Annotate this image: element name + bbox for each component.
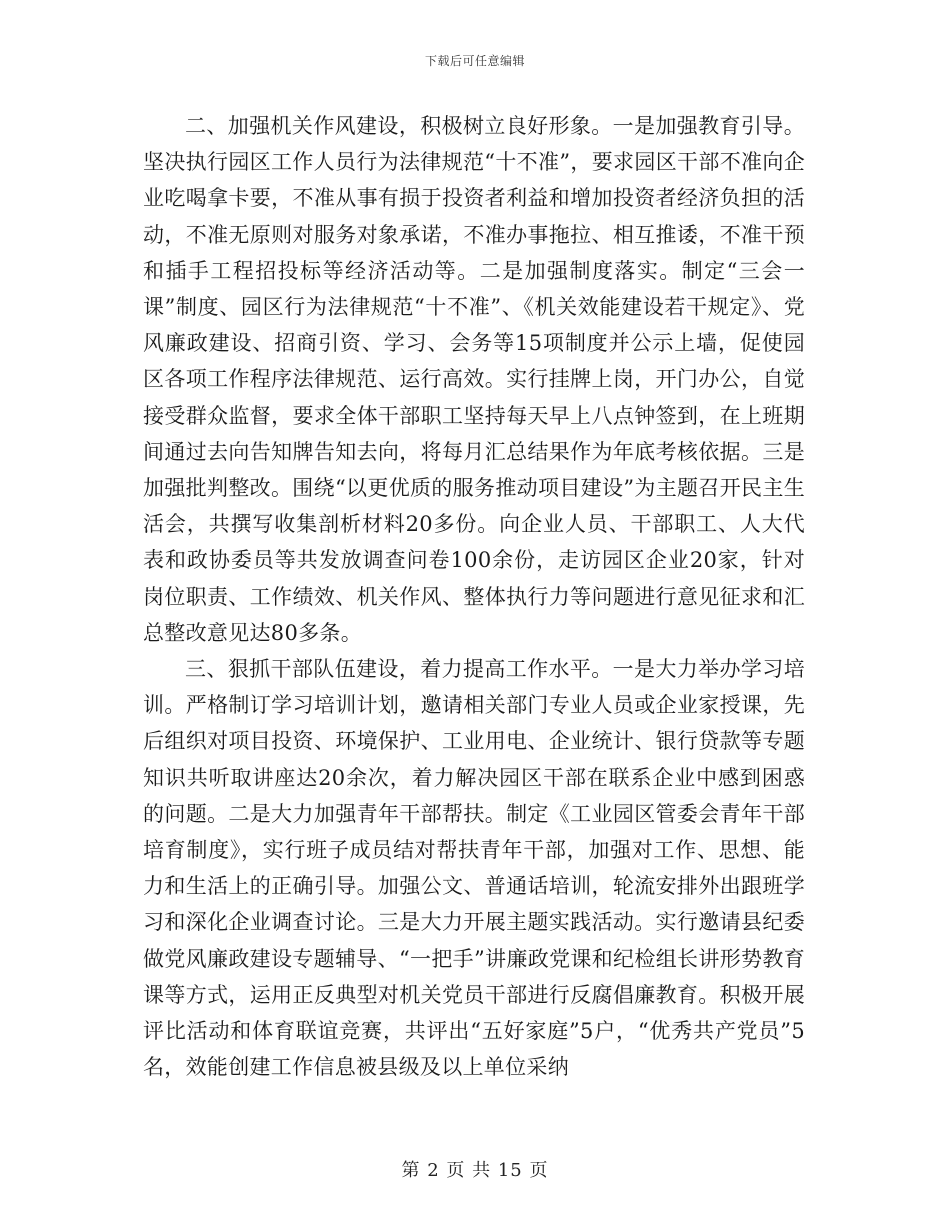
page-number: 第 2 页 共 15 页	[401, 1160, 549, 1181]
document-body	[143, 108, 805, 1085]
page-header: 下载后可任意编辑	[424, 54, 525, 68]
paragraph-organ-style: 二、加强机关作风建设，积极树立良好形象。一是加强教育引导。坚决执行园区工作人员行为法律规范“十不准”，要求园区干部不准向企业吃喝拿卡要，不准从事有损于投资者利益和增加投资者经济负担的活动，不准无原则对服务对象承诺，不准办事拖拉、相互推诿，不准干预和插手工程招投标等经济活动等。二是加强制度落实。制定“三会一课”制度、园区行为法律规范“十不准”、《机关效能建设若干规定》、党风廉政建设、招商引资、学习、会务等15项制度并公示上墙，促使园区各项工作程序法律规范、运行高效。实行挂牌上岗，开门办公，自觉接受群众监督，要求全体干部职工坚持每天早上八点钟签到，在上班期间通过去向告知牌告知去向，将每月汇总结果作为年底考核依据。三是加强批判整改。围绕“以更优质的服务推动项目建设”为主题召开民主生活会，共撰写收集剖析材料20多份。向企业人员、干部职工、人大代表和政协委员等共发放调查问卷100余份，走访园区企业20家，针对岗位职责、工作绩效、机关作风、整体执行力等问题进行意见征求和汇总整改意见达80多条。	[143, 114, 805, 645]
paragraph-cadre-team: 三、狠抓干部队伍建设，着力提高工作水平。一是大力举办学习培训。严格制订学习培训计划，邀请相关部门专业人员或企业家授课，先后组织对项目投资、环境保护、工业用电、企业统计、银行贷款等专题知识共听取讲座达20余次，着力解决园区干部在联系企业中感到困惑的问题。二是大力加强青年干部帮扶。制定《工业园区管委会青年干部培育制度》，实行班子成员结对帮扶青年干部，加强对工作、思想、能力和生活上的正确引导。加强公文、普通话培训，轮流安排外出跟班学习和深化企业调查讨论。三是大力开展主题实践活动。实行邀请县纪委做党风廉政建设专题辅导、“一把手”讲廉政党课和纪检组长讲形势教育课等方式，运用正反典型对机关党员干部进行反腐倡廉教育。积极开展评比活动和体育联谊竞赛，共评出“五好家庭”5户，“优秀共产党员”5名，效能创建工作信息被县级及以上单位采纳	[143, 657, 805, 1080]
